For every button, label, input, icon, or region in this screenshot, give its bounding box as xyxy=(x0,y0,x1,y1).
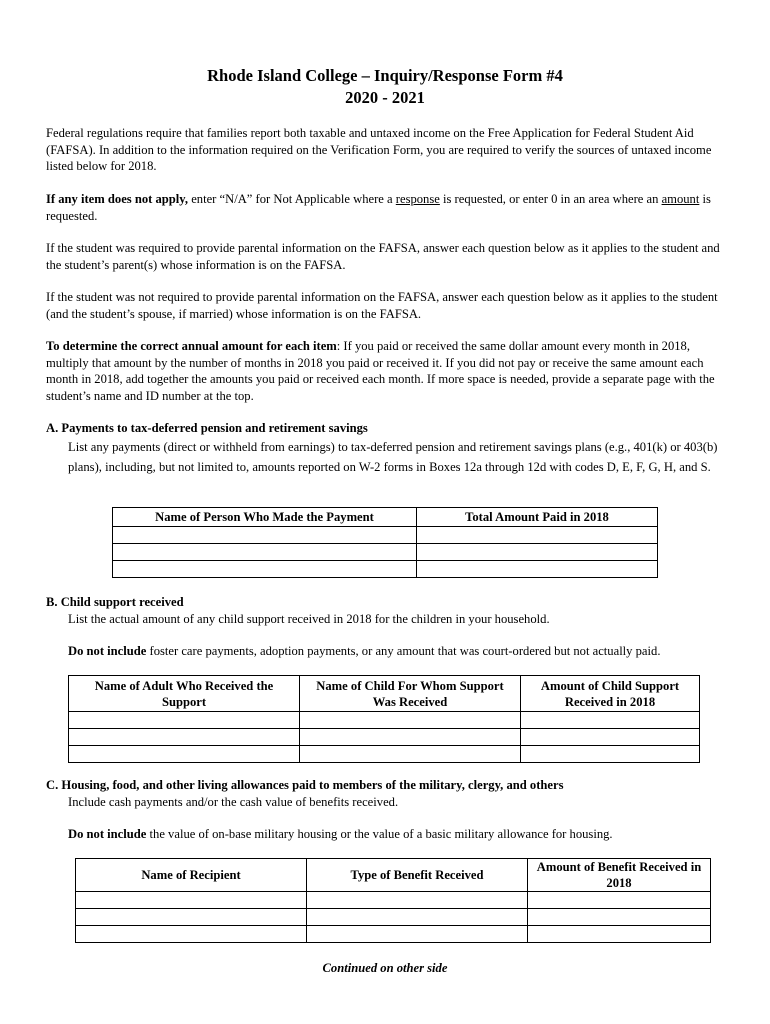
section-b-heading: B. Child support received xyxy=(46,595,184,609)
input-cell[interactable] xyxy=(307,926,528,943)
amount-word: amount xyxy=(661,192,700,206)
input-cell[interactable] xyxy=(113,527,417,544)
input-cell[interactable] xyxy=(528,926,711,943)
input-cell[interactable] xyxy=(528,892,711,909)
section-b-col-amount: Amount of Child Support Received in 2018 xyxy=(521,676,700,712)
section-a-text: List any payments (direct or withheld from earnings) to tax-deferred pension and retirement savings plans (e.g., 401(k) or 403(b) plans), including, but not limited to, amounts reported on W-2 forms in Boxes 12a through 12d with codes D, E, F, G, H, and S. xyxy=(68,440,718,474)
input-cell[interactable] xyxy=(521,712,700,729)
section-c-col-recipient: Name of Recipient xyxy=(76,859,307,892)
section-b-note-text: foster care payments, adoption payments, or any amount that was court-ordered but not actually paid. xyxy=(146,644,661,658)
input-cell[interactable] xyxy=(69,746,300,763)
section-c-note-text: the value of on-base military housing or the value of a basic military allowance for housing. xyxy=(146,827,613,841)
instructions-na-lead: If any item does not apply, xyxy=(46,192,189,206)
table-row xyxy=(76,892,711,909)
intro-paragraph: Federal regulations require that families report both taxable and untaxed income on the Free Application for Federal Student Aid (FAFSA). In addition to the information required on the Verification Form, you are required to verify the sources of untaxed income listed below for 2018. xyxy=(46,126,712,173)
section-c-table xyxy=(75,858,711,943)
instructions-na-text-2: is requested, or enter 0 in an area where an xyxy=(439,192,662,206)
section-b-col-child: Name of Child For Whom Support Was Received xyxy=(300,676,521,712)
input-cell[interactable] xyxy=(69,729,300,746)
input-cell[interactable] xyxy=(113,544,417,561)
section-b-col-adult: Name of Adult Who Received the Support xyxy=(69,676,300,712)
input-cell[interactable] xyxy=(113,561,417,578)
section-b-note-lead: Do not include xyxy=(68,644,147,658)
section-c-heading: C. Housing, food, and other living allowances paid to members of the military, clergy, and others xyxy=(46,778,564,792)
input-cell[interactable] xyxy=(307,909,528,926)
annual-amount-lead: To determine the correct annual amount for each item xyxy=(46,339,337,353)
input-cell[interactable] xyxy=(521,746,700,763)
form-title: Rhode Island College – Inquiry/Response Form #4 xyxy=(207,66,563,85)
table-row xyxy=(69,746,700,763)
input-cell[interactable] xyxy=(76,909,307,926)
input-cell[interactable] xyxy=(76,892,307,909)
input-cell[interactable] xyxy=(69,712,300,729)
table-row xyxy=(76,909,711,926)
response-word: response xyxy=(395,192,440,206)
annual-amount-paragraph xyxy=(46,338,726,404)
input-cell[interactable] xyxy=(417,561,658,578)
input-cell[interactable] xyxy=(417,544,658,561)
table-row xyxy=(69,712,700,729)
parental-required-paragraph: If the student was required to provide parental information on the FAFSA, answer each question below as it applies to the student and the student’s parent(s) whose information is on the FAFSA. xyxy=(46,241,720,272)
section-c-col-type: Type of Benefit Received xyxy=(307,859,528,892)
section-a-table xyxy=(112,507,658,578)
table-row xyxy=(76,926,711,943)
instructions-na xyxy=(46,191,726,224)
section-a-heading: A. Payments to tax-deferred pension and retirement savings xyxy=(46,421,368,435)
instructions-na-text-3: is requested. xyxy=(46,192,711,223)
input-cell[interactable] xyxy=(300,712,521,729)
continued-note: Continued on other side xyxy=(322,961,448,975)
table-row xyxy=(69,729,700,746)
input-cell[interactable] xyxy=(528,909,711,926)
input-cell[interactable] xyxy=(307,892,528,909)
input-cell[interactable] xyxy=(300,729,521,746)
table-row xyxy=(113,544,658,561)
section-b-table xyxy=(68,675,700,763)
section-c-note-lead: Do not include xyxy=(68,827,147,841)
section-c-text: Include cash payments and/or the cash value of benefits received. xyxy=(68,795,399,809)
section-a-col-name: Name of Person Who Made the Payment xyxy=(113,508,417,527)
section-c-col-amount: Amount of Benefit Received in 2018 xyxy=(528,859,711,892)
section-a-col-amount: Total Amount Paid in 2018 xyxy=(417,508,658,527)
parental-not-required-paragraph: If the student was not required to provide parental information on the FAFSA, answer each question below as it applies to the student (and the student’s spouse, if married) whose information is on the FAFSA. xyxy=(46,290,718,321)
table-row xyxy=(113,561,658,578)
section-b-note xyxy=(68,643,728,660)
input-cell[interactable] xyxy=(521,729,700,746)
section-c-note xyxy=(68,826,728,843)
form-year: 2020 - 2021 xyxy=(345,88,425,107)
instructions-na-text: enter “N/A” for Not Applicable where a xyxy=(188,192,396,206)
annual-amount-text: : If you paid or received the same dollar amount every month in 2018, multiply that amount by the number of months in 2018 you paid or received it. If you did not pay or receive the same amount each month in 2018, add together the amounts you paid or received each month. If more space is needed, provide a separate page with the student’s name and ID number at the top. xyxy=(46,339,715,403)
input-cell[interactable] xyxy=(300,746,521,763)
table-row xyxy=(113,527,658,544)
input-cell[interactable] xyxy=(76,926,307,943)
input-cell[interactable] xyxy=(417,527,658,544)
section-b-text: List the actual amount of any child support received in 2018 for the children in your household. xyxy=(68,612,550,626)
